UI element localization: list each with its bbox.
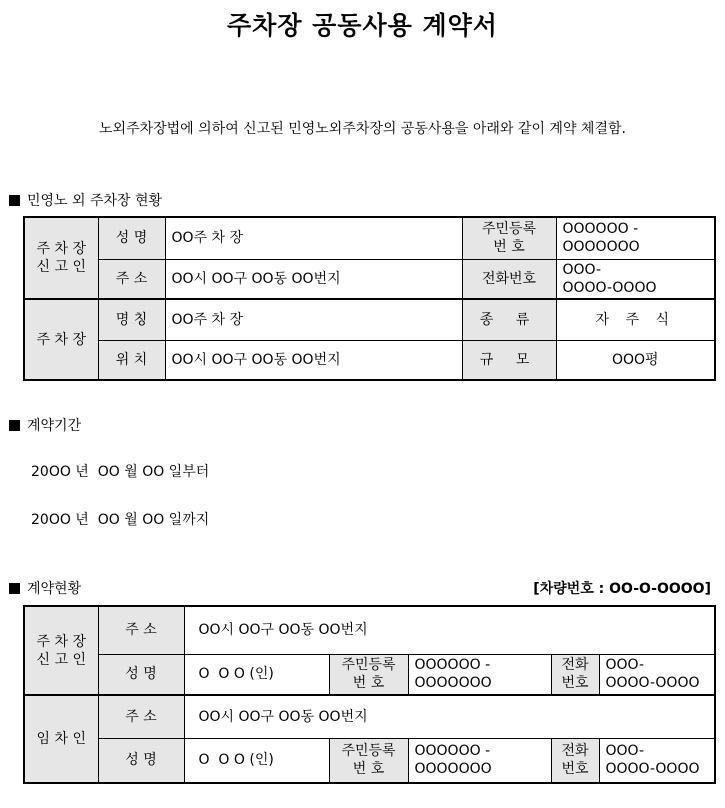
tenant-rrn-label: 주민등록 번 호 <box>329 738 408 783</box>
vehicle-number: [차량번호 : OO-O-OOOO] <box>533 581 711 597</box>
tenant-phone-label: 전화 번호 <box>551 738 599 783</box>
square-bullet-icon <box>9 420 20 431</box>
scale-value: OOO평 <box>556 340 715 380</box>
phone-label: 전화번호 <box>462 259 556 299</box>
address-value: OO시 OO구 OO동 OO번지 <box>165 259 462 299</box>
period-from: 20OO 년 OO 월 OO 일부터 <box>31 464 210 480</box>
section-parking-status <box>9 190 162 210</box>
square-bullet-icon <box>9 195 20 206</box>
phone-label: 전화 번호 <box>551 654 599 695</box>
tenant-rrn-value: OOOOOO - OOOOOOO <box>408 738 551 783</box>
rrn-value: OOOOOO - OOOOOOO <box>408 654 551 695</box>
type-value: 자 주 식 <box>556 299 715 340</box>
intro-text: 노외주차장법에 의하여 신고된 민영노외주차장의 공동사용을 아래와 같이 계약 체결함. <box>99 121 626 137</box>
phone-value: OOO- OOOO-OOOO <box>599 654 715 695</box>
address-label: 주 소 <box>98 259 165 299</box>
tenant-phone-value: OOO- OOOO-OOOO <box>599 738 715 783</box>
section-contract-period <box>9 415 81 435</box>
location-label: 위 치 <box>98 340 165 380</box>
section-heading: 계약현황 <box>27 581 82 597</box>
tenant-name-value: O O O (인) <box>184 738 329 783</box>
phone-value: OOO- OOOO-OOOO <box>556 259 715 299</box>
period-to: 20OO 년 OO 월 OO 일까지 <box>31 512 210 528</box>
tenant-address-value: OO시 OO구 OO동 OO번지 <box>184 695 715 738</box>
section-contract-status <box>9 578 81 598</box>
section-heading: 계약기간 <box>27 418 82 434</box>
address-value: OO시 OO구 OO동 OO번지 <box>184 606 715 654</box>
reporter-label: 주 차 장 신 고 인 <box>24 217 98 299</box>
name-label: 성 명 <box>98 217 165 259</box>
lot-name-value: OO주 차 장 <box>165 299 462 340</box>
scale-label: 규 모 <box>462 340 556 380</box>
tenant-label: 임 차 인 <box>24 695 98 783</box>
rrn-label: 주민등록 번 호 <box>329 654 408 695</box>
rrn-label: 주민등록 번 호 <box>462 217 556 259</box>
square-bullet-icon <box>9 583 20 594</box>
name-value: O O O (인) <box>184 654 329 695</box>
contract-status-table <box>23 605 716 784</box>
tenant-address-label: 주 소 <box>98 695 184 738</box>
name-value: OO주 차 장 <box>165 217 462 259</box>
tenant-name-label: 성 명 <box>98 738 184 783</box>
reporter-label: 주 차 장 신 고 인 <box>24 606 98 695</box>
parking-status-table <box>23 216 716 381</box>
lot-label: 주 차 장 <box>24 299 98 380</box>
type-label: 종 류 <box>462 299 556 340</box>
lot-name-label: 명 칭 <box>98 299 165 340</box>
name-label: 성 명 <box>98 654 184 695</box>
document-title: 주차장 공동사용 계약서 <box>227 11 498 40</box>
location-value: OO시 OO구 OO동 OO번지 <box>165 340 462 380</box>
address-label: 주 소 <box>98 606 184 654</box>
rrn-value: OOOOOO - OOOOOOO <box>556 217 715 259</box>
section-heading: 민영노 외 주차장 현황 <box>27 193 163 209</box>
